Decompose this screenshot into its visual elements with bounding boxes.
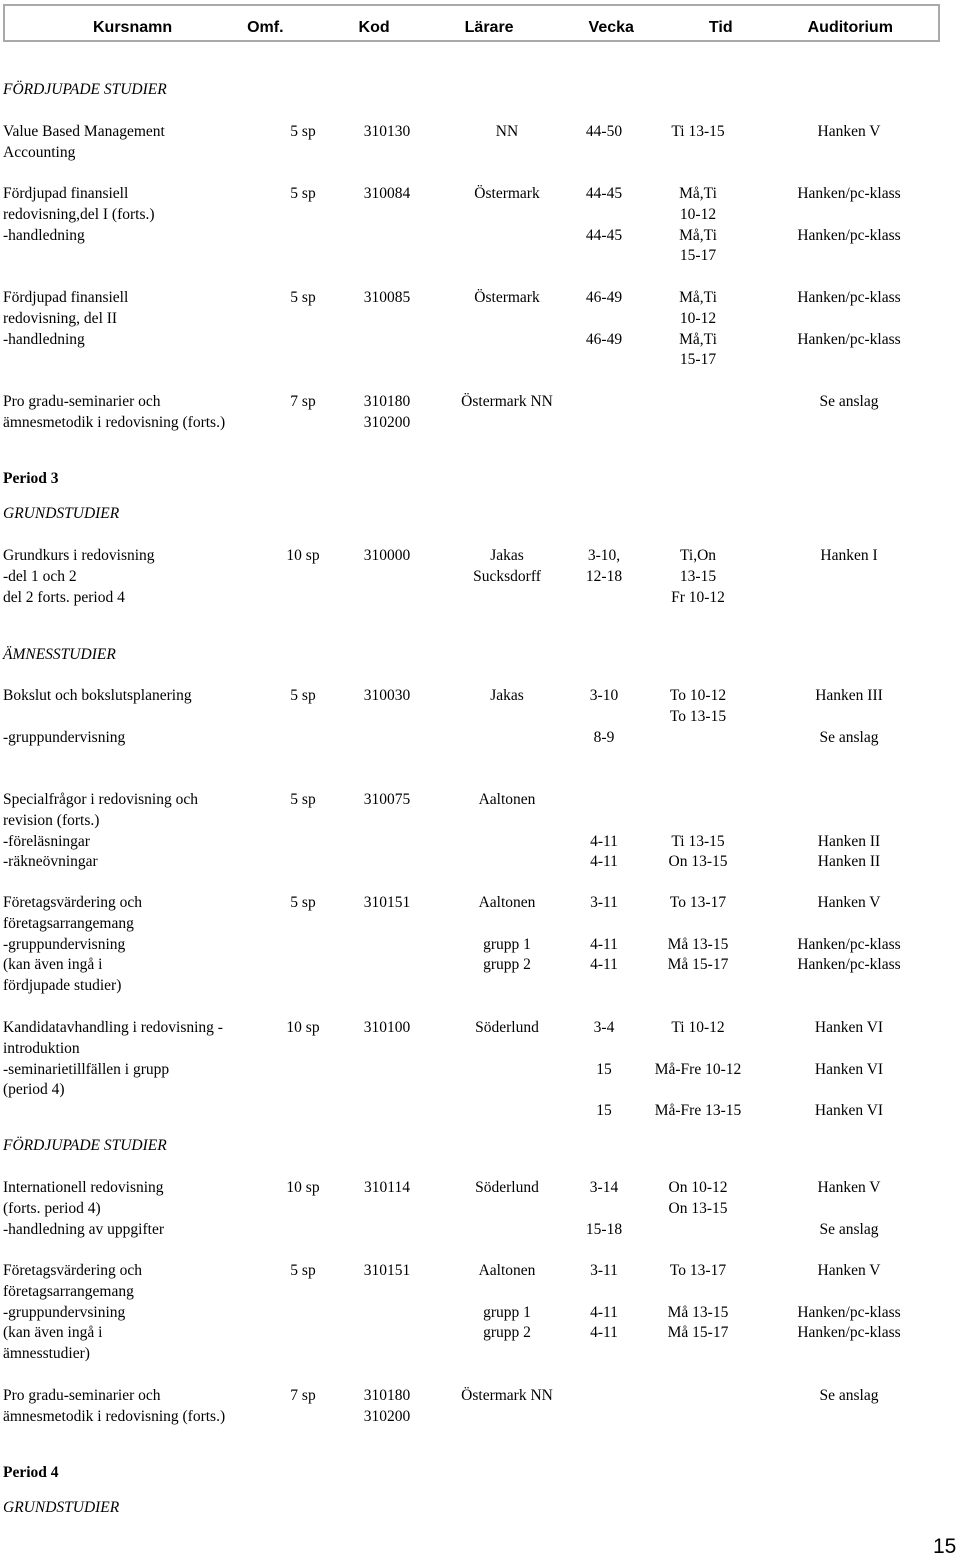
cell-tid: Må 15-17 — [667, 1324, 729, 1342]
cell-tid: 10-12 — [679, 309, 717, 327]
cell-tid: On 13-15 — [668, 853, 728, 871]
cell-tid: To 10-12 — [669, 687, 727, 704]
cell-aud: Hanken VI — [814, 1060, 884, 1078]
cell-vecka: 4-11 — [590, 935, 618, 953]
cell-larare: Östermark — [474, 185, 540, 202]
cell-vecka: 4-11 — [590, 853, 618, 871]
cell-omf: 5 sp — [290, 289, 316, 306]
cell-vecka: 3-10 — [589, 687, 619, 704]
period-heading: Period 3 — [3, 470, 59, 487]
cell-aud: Se anslag — [819, 393, 879, 410]
cell-aud: Se anslag — [819, 728, 879, 746]
course-name: -handledning av uppgifter — [3, 1220, 164, 1238]
cell-tid: Må,Ti — [679, 330, 717, 348]
cell-larare: Aaltonen — [478, 1262, 536, 1279]
cell-vecka: 44-50 — [585, 123, 623, 140]
course-name: fördjupade studier) — [3, 977, 122, 995]
cell-tid: Må 13-15 — [667, 1303, 729, 1321]
course-name: (forts. period 4) — [3, 1199, 101, 1217]
cell-tid: Må 13-15 — [667, 935, 729, 953]
cell-omf: 10 sp — [286, 1179, 320, 1196]
cell-kod: 310151 — [363, 894, 411, 911]
cell-aud: Hanken/pc-klass — [797, 330, 901, 348]
cell-larare: NN — [495, 123, 519, 140]
course-name: -del 1 och 2 — [3, 567, 77, 585]
cell-tid: Må-Fre 13-15 — [654, 1102, 742, 1120]
course-name: Accounting — [3, 143, 76, 161]
cell-larare: Östermark NN — [461, 1387, 553, 1404]
cell-omf: 5 sp — [290, 894, 316, 911]
cell-vecka: 8-9 — [593, 728, 615, 746]
course-name: (period 4) — [3, 1081, 65, 1099]
cell-vecka: 3-11 — [590, 894, 618, 911]
cell-kod: 310085 — [363, 289, 411, 306]
cell-vecka: 44-45 — [585, 185, 623, 202]
course-name: företagsarrangemang — [3, 914, 134, 932]
cell-tid: Fr 10-12 — [671, 588, 725, 606]
cell-vecka: 4-11 — [590, 832, 618, 850]
course-name: Grundkurs i redovisning — [3, 547, 155, 564]
course-name: redovisning, del II — [3, 309, 118, 327]
course-name: -gruppundervisning — [3, 728, 126, 746]
course-name: Specialfrågor i redovisning och — [3, 791, 198, 808]
cell-vecka: 46-49 — [585, 289, 623, 306]
cell-kod: 310030 — [363, 687, 411, 704]
cell-kod: 310200 — [363, 1407, 411, 1425]
cell-aud: Hanken/pc-klass — [797, 956, 901, 974]
course-name: Internationell redovisning — [3, 1179, 164, 1196]
cell-aud: Se anslag — [819, 1387, 879, 1404]
col-larare: Lärare — [464, 18, 514, 36]
cell-vecka: 46-49 — [585, 330, 623, 348]
cell-vecka: 4-11 — [590, 1324, 618, 1342]
cell-vecka: 4-11 — [590, 1303, 618, 1321]
course-name: -räkneövningar — [3, 853, 98, 871]
schedule-header — [3, 4, 940, 42]
col-omf: Omf. — [247, 18, 284, 36]
cell-omf: 7 sp — [290, 1387, 316, 1404]
cell-omf: 10 sp — [286, 1019, 320, 1036]
page-number: 15 — [933, 1535, 957, 1558]
course-name: Kandidatavhandling i redovisning - — [3, 1019, 223, 1036]
cell-larare: Sucksdorff — [473, 567, 541, 585]
course-name: ämnesmetodik i redovisning (forts.) — [3, 413, 226, 431]
cell-tid: Må-Fre 10-12 — [654, 1060, 742, 1078]
course-name: Pro gradu-seminarier och — [3, 1387, 161, 1404]
cell-omf: 5 sp — [290, 791, 316, 808]
course-name: redovisning,del I (forts.) — [3, 205, 155, 223]
cell-vecka: 4-11 — [590, 956, 618, 974]
cell-aud: Hanken/pc-klass — [797, 226, 901, 244]
course-name: del 2 forts. period 4 — [3, 588, 125, 606]
cell-larare: Aaltonen — [478, 791, 536, 808]
cell-larare: grupp 2 — [483, 1324, 531, 1342]
course-name: Fördjupad finansiell — [3, 185, 129, 202]
cell-vecka: 3-10, — [587, 547, 621, 564]
cell-kod: 310084 — [363, 185, 411, 202]
cell-aud: Hanken V — [817, 894, 881, 911]
cell-kod: 310200 — [363, 413, 411, 431]
period-heading: Period 4 — [3, 1464, 59, 1481]
cell-tid: To 13-17 — [669, 894, 727, 911]
cell-aud: Hanken II — [817, 832, 881, 850]
cell-tid: Ti 13-15 — [671, 123, 725, 140]
cell-larare: Östermark NN — [461, 393, 553, 410]
cell-vecka: 44-45 — [585, 226, 623, 244]
cell-omf: 5 sp — [290, 687, 316, 704]
cell-tid: Ti 13-15 — [671, 832, 725, 850]
course-name: introduktion — [3, 1039, 80, 1057]
cell-kod: 310151 — [363, 1262, 411, 1279]
cell-omf: 7 sp — [290, 393, 316, 410]
cell-tid: Ti,On — [679, 547, 717, 564]
cell-larare: grupp 1 — [483, 1303, 531, 1321]
cell-tid: To 13-17 — [669, 1262, 727, 1279]
course-name: -handledning — [3, 226, 85, 244]
cell-vecka: 3-4 — [593, 1019, 615, 1036]
cell-tid: To 13-15 — [669, 707, 727, 725]
cell-larare: Jakas — [490, 687, 524, 704]
cell-vecka: 15 — [596, 1060, 612, 1078]
cell-larare: grupp 2 — [483, 956, 531, 974]
section-heading: GRUNDSTUDIER — [3, 1499, 120, 1516]
cell-kod: 310000 — [363, 547, 411, 564]
cell-vecka: 3-11 — [590, 1262, 618, 1279]
cell-omf: 5 sp — [290, 123, 316, 140]
cell-tid: 10-12 — [679, 205, 717, 223]
cell-tid: Må,Ti — [679, 289, 717, 306]
cell-vecka: 15-18 — [585, 1220, 623, 1238]
cell-vecka: 15 — [596, 1102, 612, 1120]
cell-tid: Må 15-17 — [667, 956, 729, 974]
cell-kod: 310075 — [363, 791, 411, 808]
course-name: Pro gradu-seminarier och — [3, 393, 161, 410]
cell-aud: Hanken II — [817, 853, 881, 871]
cell-tid: On 13-15 — [668, 1199, 728, 1217]
section-heading: ÄMNESSTUDIER — [3, 646, 116, 663]
course-name: revision (forts.) — [3, 811, 100, 829]
cell-aud: Hanken VI — [814, 1019, 884, 1036]
col-auditorium: Auditorium — [807, 18, 893, 36]
course-name: (kan även ingå i — [3, 956, 103, 974]
course-name: -gruppundervsining — [3, 1303, 126, 1321]
cell-kod: 310114 — [364, 1179, 410, 1196]
cell-tid: 15-17 — [679, 247, 717, 265]
section-heading: FÖRDJUPADE STUDIER — [3, 81, 167, 98]
section-heading: FÖRDJUPADE STUDIER — [3, 1137, 167, 1154]
cell-kod: 310180 — [363, 393, 411, 410]
cell-omf: 10 sp — [286, 547, 320, 564]
course-name: ämnesstudier) — [3, 1345, 90, 1363]
cell-omf: 5 sp — [290, 1262, 316, 1279]
course-name: ämnesmetodik i redovisning (forts.) — [3, 1407, 226, 1425]
col-tid: Tid — [708, 18, 733, 36]
cell-tid: Må,Ti — [679, 185, 717, 202]
course-name: Fördjupad finansiell — [3, 289, 129, 306]
cell-aud: Hanken/pc-klass — [797, 289, 901, 306]
cell-larare: Söderlund — [475, 1019, 539, 1036]
cell-kod: 310100 — [363, 1019, 411, 1036]
col-vecka: Vecka — [588, 18, 634, 36]
course-name: företagsarrangemang — [3, 1282, 134, 1300]
cell-aud: Hanken III — [815, 687, 883, 704]
cell-vecka: 12-18 — [585, 567, 623, 585]
course-name: Value Based Management — [3, 123, 165, 140]
cell-tid: Må,Ti — [679, 226, 717, 244]
cell-larare: Jakas — [490, 547, 524, 564]
cell-larare: Östermark — [474, 289, 540, 306]
cell-aud: Se anslag — [819, 1220, 879, 1238]
course-name: -seminarietillfällen i grupp — [3, 1060, 170, 1078]
course-name: -föreläsningar — [3, 832, 90, 850]
cell-aud: Hanken V — [817, 1262, 881, 1279]
cell-larare: Söderlund — [475, 1179, 539, 1196]
course-name: -handledning — [3, 330, 85, 348]
cell-aud: Hanken VI — [814, 1102, 884, 1120]
course-name: (kan även ingå i — [3, 1324, 103, 1342]
cell-aud: Hanken/pc-klass — [797, 1303, 901, 1321]
cell-tid: 13-15 — [679, 567, 717, 585]
cell-aud: Hanken V — [817, 123, 881, 140]
cell-tid: Ti 10-12 — [671, 1019, 725, 1036]
cell-aud: Hanken/pc-klass — [797, 935, 901, 953]
cell-aud: Hanken/pc-klass — [797, 1324, 901, 1342]
cell-larare: Aaltonen — [478, 894, 536, 911]
cell-larare: grupp 1 — [483, 935, 531, 953]
col-kursnamn: Kursnamn — [93, 18, 173, 36]
cell-aud: Hanken/pc-klass — [797, 185, 901, 202]
cell-tid: On 10-12 — [668, 1179, 728, 1196]
course-name: Företagsvärdering och — [3, 1262, 143, 1279]
section-heading: GRUNDSTUDIER — [3, 505, 120, 522]
cell-aud: Hanken I — [820, 547, 878, 564]
col-kod: Kod — [358, 18, 390, 36]
course-name: Företagsvärdering och — [3, 894, 143, 911]
course-name: -gruppundervisning — [3, 935, 126, 953]
cell-omf: 5 sp — [290, 185, 316, 202]
cell-aud: Hanken V — [817, 1179, 881, 1196]
cell-vecka: 3-14 — [589, 1179, 619, 1196]
cell-kod: 310180 — [363, 1387, 411, 1404]
cell-tid: 15-17 — [679, 351, 717, 369]
course-name: Bokslut och bokslutsplanering — [3, 687, 192, 704]
cell-kod: 310130 — [363, 123, 411, 140]
